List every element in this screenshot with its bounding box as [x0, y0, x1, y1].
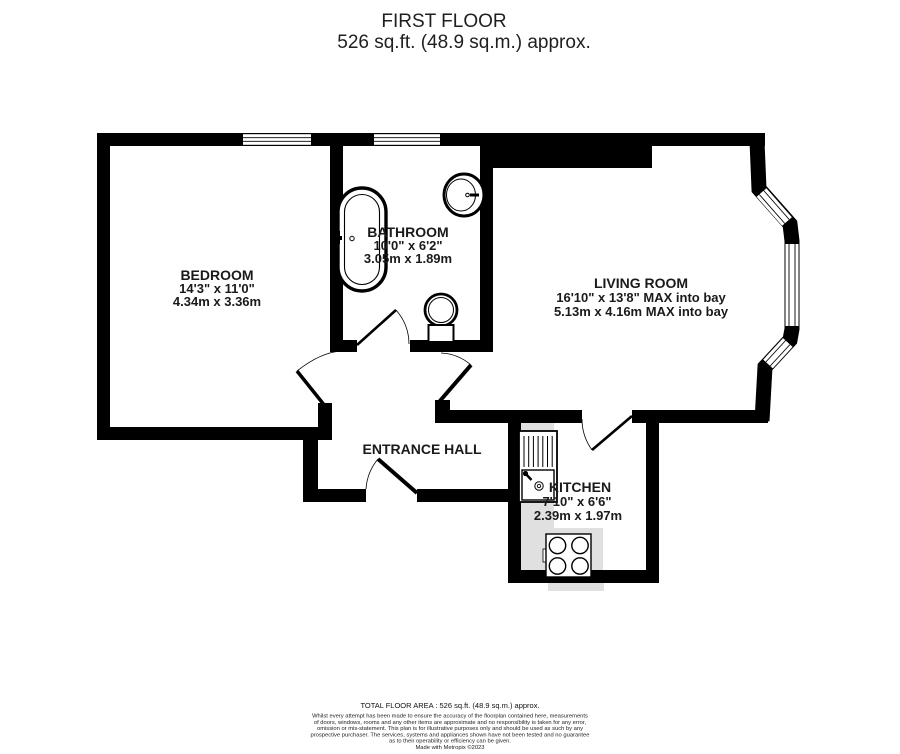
- door-arc-bedroom: [297, 351, 342, 371]
- label-entrance-hall: ENTRANCE HALL: [362, 441, 482, 457]
- wall-livingroom-door-jamb: [435, 400, 450, 423]
- door-arc-front: [366, 459, 378, 489]
- plan-title: FIRST FLOOR: [381, 11, 507, 32]
- label-bathroom-imperial: 10'0" x 6'2": [373, 238, 443, 253]
- label-livingroom-imperial: 16'10" x 13'8" MAX into bay: [556, 290, 726, 305]
- toilet-icon: [425, 294, 457, 351]
- label-bathroom: BATHROOM: [367, 224, 449, 240]
- plan-footer: [311, 701, 590, 751]
- metropix-credit: Made with Metropix ©2023: [415, 745, 485, 751]
- label-livingroom-metric: 5.13m x 4.16m MAX into bay: [553, 304, 729, 319]
- disclaimer-line-4: prospective purchaser. The services, systems and appliances shown have not been tested and no guarantee: [310, 732, 590, 739]
- wall-divider-foot: [330, 340, 357, 352]
- wall-livingroom-bottom: [646, 410, 768, 423]
- door-swing-icon-bathroom: [357, 310, 396, 345]
- plan-header: [337, 11, 590, 53]
- label-kitchen-metric: 2.39m x 1.97m: [533, 508, 623, 523]
- label-bathroom-metric: 3.05m x 1.89m: [363, 251, 453, 266]
- label-livingroom: LIVING ROOM: [593, 275, 689, 291]
- door-arc-livingroom: [441, 353, 471, 365]
- doors: [297, 310, 632, 493]
- cistern: [429, 325, 454, 342]
- wall-livingroom-left: [480, 133, 493, 352]
- basin-tap-icon: [470, 194, 479, 197]
- disclaimer-line-1: Whilst every attempt has been made to ensure the accuracy of the floorplan contained here, measurements: [312, 713, 588, 720]
- walls: [97, 133, 768, 583]
- wall-hall-bottom-right: [417, 489, 521, 502]
- disclaimer-line-3: omission or mis-statement. This plan is for illustrative purposes only and should be used as such by any: [316, 726, 584, 733]
- plan-area-subtitle: 526 sq.ft. (48.9 sq.m.) approx.: [337, 32, 591, 53]
- wall-hall-bottom-left: [303, 489, 366, 502]
- counter-stub: [548, 583, 604, 591]
- door-swing-icon-front: [378, 459, 417, 493]
- label-bedroom-imperial: 14'3" x 11'0": [179, 281, 255, 296]
- hob-icon: [543, 534, 591, 577]
- wall-bedroom-bottom: [97, 427, 332, 440]
- wall-kitchen-door-jamb: [632, 410, 646, 423]
- window-icon: [374, 134, 440, 145]
- room-labels: [173, 224, 729, 523]
- label-kitchen-imperial: 7'10" x 6'6": [542, 494, 612, 509]
- door-arc-kitchen: [582, 419, 592, 450]
- door-arc-bathroom: [396, 310, 409, 344]
- door-swing-icon-bedroom: [297, 371, 325, 406]
- door-swing-icon-kitchen: [592, 416, 632, 450]
- label-bedroom-metric: 4.34m x 3.36m: [172, 294, 262, 309]
- wall-left: [97, 133, 110, 440]
- disclaimer-line-2: of doors, windows, rooms and any other items are approximate and no responsibility is taken for any error,: [313, 719, 587, 726]
- disclaimer-line-5: as to their operability or efficiency can be given.: [388, 738, 512, 745]
- window-icon: [243, 134, 311, 145]
- door-swing-icon-livingroom: [439, 365, 471, 402]
- basin-icon: [444, 174, 484, 216]
- label-bedroom: BEDROOM: [180, 267, 254, 283]
- label-kitchen: KITCHEN: [548, 479, 612, 495]
- wall-bedroom-door-jamb: [318, 403, 332, 429]
- total-floor-area: TOTAL FLOOR AREA : 526 sq.ft. (48.9 sq.m.) approx.: [360, 701, 540, 710]
- wall-kitchen-right: [646, 410, 659, 583]
- window-icon: [768, 343, 788, 365]
- chimney-breast: [492, 146, 652, 168]
